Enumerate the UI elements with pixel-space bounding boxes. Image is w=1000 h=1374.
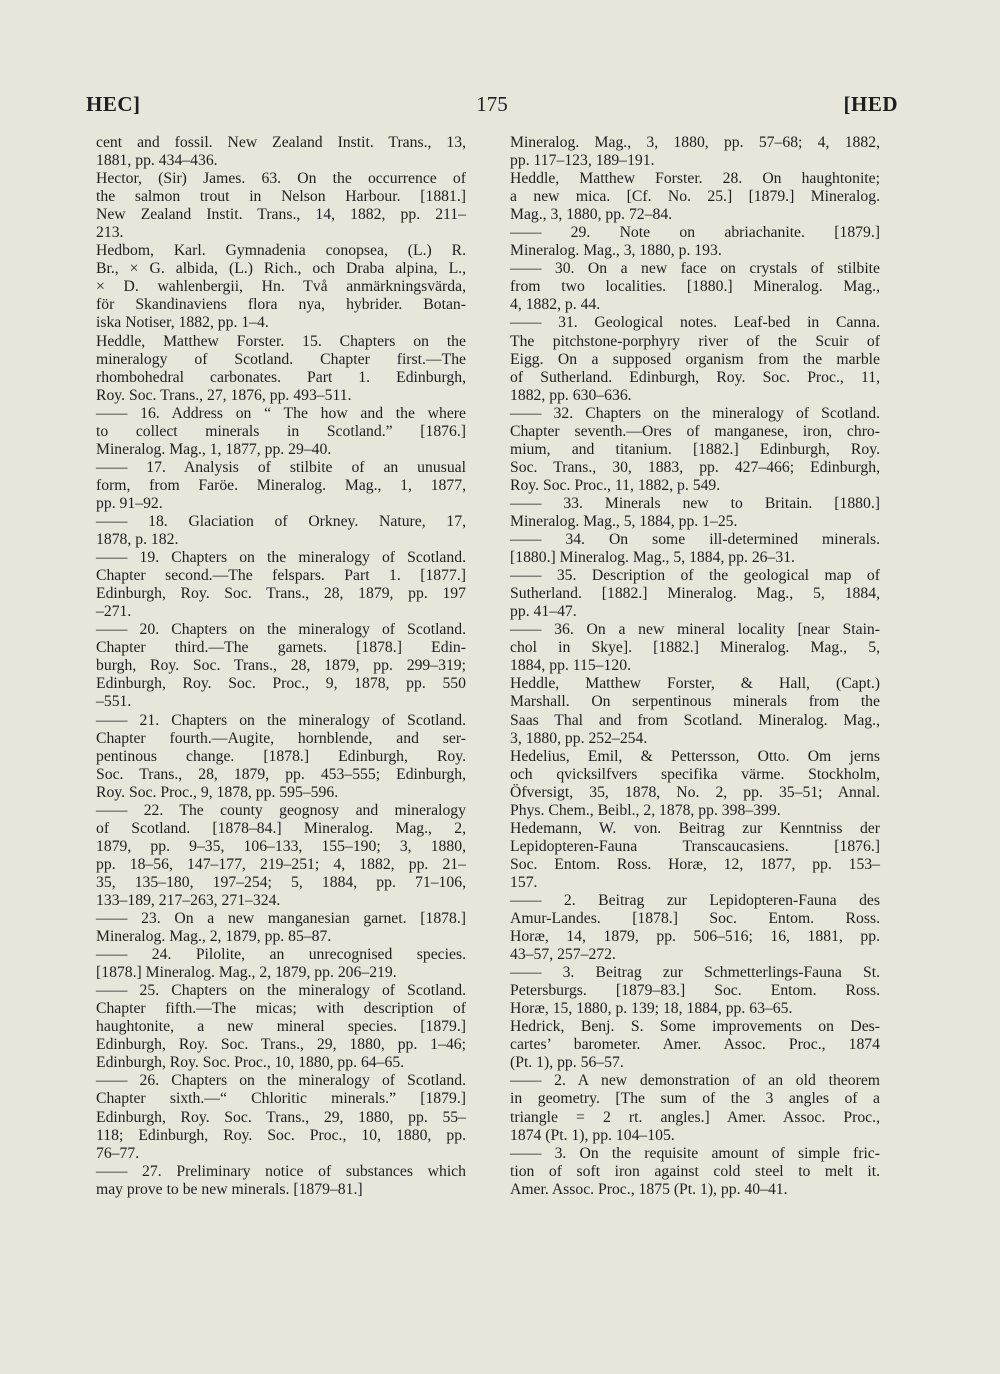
entry-line: pp. 91–92.	[96, 494, 163, 512]
entry-line: Edinburgh, Roy. Soc. Trans., 29, 1880, pp. 1–46;	[96, 1036, 466, 1054]
entry-line: pp. 117–123, 189–191.	[510, 152, 655, 170]
entry-line: 35, 135–180, 197–254; 5, 1884, pp. 71–106,	[96, 873, 466, 891]
entry-line: Mineralog. Mag., 2, 1879, pp. 85–87.	[96, 928, 332, 946]
entry-line: Sutherland. [1882.] Mineralog. Mag., 5, 1884,	[510, 585, 880, 603]
entry-line: —— 17. Analysis of stilbite of an unusual	[96, 458, 466, 476]
entry-line: burgh, Roy. Soc. Trans., 28, 1879, pp. 299–319;	[96, 657, 466, 675]
entry-line: may prove to be new minerals. [1879–81.]	[96, 1180, 363, 1198]
entry-line: Soc. Trans., 30, 1883, pp. 427–466; Edinburgh,	[510, 458, 880, 476]
entry-line: —— 3. On the requisite amount of simple fric-	[510, 1144, 880, 1162]
entry-line: för Skandinaviens flora nya, hybrider. Botan-	[96, 296, 466, 314]
page-number: 175	[476, 92, 508, 116]
entry-line: 1881, pp. 434–436.	[96, 152, 218, 170]
entry-line: 1874 (Pt. 1), pp. 104–105.	[510, 1126, 675, 1144]
entry-line: (Pt. 1), pp. 56–57.	[510, 1054, 624, 1072]
entry-line: 1882, pp. 630–636.	[510, 386, 632, 404]
entry-line: mium, and titanium. [1882.] Edinburgh, Roy.	[510, 440, 880, 458]
bibliography-entry	[510, 531, 880, 567]
entry-line: Chapter fifth.—The micas; with description of	[96, 1000, 466, 1018]
entry-line: Chapter seventh.—Ores of manganese, iron, chro-	[510, 422, 880, 440]
bibliography-entry	[96, 242, 466, 332]
entry-line: in geometry. [The sum of the 3 angles of a	[510, 1090, 880, 1108]
entry-line: Mineralog. Mag., 5, 1884, pp. 1–25.	[510, 512, 738, 530]
bibliography-entry	[510, 260, 880, 314]
bibliography-entry	[510, 1018, 880, 1072]
entry-line: Roy. Soc. Proc., 9, 1878, pp. 595–596.	[96, 783, 339, 801]
entry-line: Öfversigt, 35, 1878, No. 2, pp. 35–51; Annal.	[510, 783, 880, 801]
entry-line: Heddle, Matthew Forster. 15. Chapters on the	[96, 332, 466, 350]
entry-line: Heddle, Matthew Forster. 28. On haughtonite;	[510, 170, 880, 188]
entry-line: —— 25. Chapters on the mineralogy of Scotland.	[96, 982, 466, 1000]
entry-line: × D. wahlenbergii, Hn. Två anmärkningsvärda,	[96, 278, 466, 296]
bibliography-entry	[510, 170, 880, 224]
entry-line: Soc. Trans., 28, 1879, pp. 453–555; Edinburgh,	[96, 765, 466, 783]
entry-line: rhombohedral carbonates. Part 1. Edinburgh,	[96, 368, 466, 386]
bibliography-entry	[510, 675, 880, 747]
entry-line: tion of soft iron against cold steel to melt it.	[510, 1162, 880, 1180]
entry-line: —— 18. Glaciation of Orkney. Nature, 17,	[96, 512, 466, 530]
entry-line: iska Notiser, 1882, pp. 1–4.	[96, 314, 269, 332]
entry-line: Lepidopteren-Fauna Transcaucasiens. [1876.]	[510, 837, 880, 855]
bibliography-entry	[96, 712, 466, 802]
entry-line: 4, 1882, p. 44.	[510, 296, 601, 314]
entry-line: Mineralog. Mag., 1, 1877, pp. 29–40.	[96, 440, 332, 458]
bibliography-entry	[510, 134, 880, 170]
entry-line: —— 30. On a new face on crystals of stilbite	[510, 260, 880, 278]
bibliography-entry	[96, 405, 466, 459]
entry-line: 3, 1880, pp. 252–254.	[510, 729, 648, 747]
entry-line: —— 22. The county geognosy and mineralogy	[96, 801, 466, 819]
entry-line: Saas Thal and from Scotland. Mineralog. Mag.,	[510, 711, 880, 729]
entry-line: chol in Skye]. [1882.] Mineralog. Mag., 5,	[510, 639, 880, 657]
bibliography-entry	[510, 567, 880, 621]
bibliography-entry	[510, 1145, 880, 1199]
entry-line: 213.	[96, 224, 124, 242]
entry-line: —— 24. Pilolite, an unrecognised species.	[96, 946, 466, 964]
entry-line: Petersburgs. [1879–83.] Soc. Entom. Ross.	[510, 982, 880, 1000]
entry-line: The pitchstone-porphyry river of the Scuir of	[510, 332, 880, 350]
bibliography-entry	[96, 513, 466, 549]
entry-line: Phys. Chem., Beibl., 2, 1878, pp. 398–399.	[510, 801, 781, 819]
entry-line: Edinburgh, Roy. Soc. Trans., 29, 1880, pp. 55–	[96, 1108, 466, 1126]
bibliography-entry	[510, 1072, 880, 1144]
bibliography-entry	[510, 314, 880, 404]
entry-line: Chapter fourth.—Augite, hornblende, and ser-	[96, 729, 466, 747]
entry-line: [1880.] Mineralog. Mag., 5, 1884, pp. 26–31.	[510, 549, 795, 567]
entry-line: —— 2. A new demonstration of an old theorem	[510, 1072, 880, 1090]
bibliography-entry	[96, 170, 466, 242]
entry-line: Roy. Soc. Trans., 27, 1876, pp. 493–511.	[96, 386, 352, 404]
bibliography-entry	[96, 459, 466, 513]
bibliography-entry	[96, 982, 466, 1072]
entry-line: 1879, pp. 9–35, 106–133, 155–190; 3, 1880,	[96, 837, 466, 855]
bibliography-entry	[510, 405, 880, 495]
entry-line: Chapter second.—The felspars. Part 1. [1877.]	[96, 567, 466, 585]
entry-line: Horæ, 14, 1879, pp. 506–516; 16, 1881, pp.	[510, 928, 880, 946]
entry-line: —— 27. Preliminary notice of substances which	[96, 1162, 466, 1180]
bibliography-entry	[96, 1163, 466, 1199]
entry-line: Heddle, Matthew Forster, & Hall, (Capt.)	[510, 675, 880, 693]
entry-line: of Scotland. [1878–84.] Mineralog. Mag., 2,	[96, 819, 466, 837]
entry-line: the salmon trout in Nelson Harbour. [1881.]	[96, 188, 466, 206]
entry-line: —— 16. Address on “ The how and the where	[96, 404, 466, 422]
entry-line: Hedbom, Karl. Gymnadenia conopsea, (L.) R.	[96, 242, 466, 260]
entry-line: of Sutherland. Edinburgh, Roy. Soc. Proc., 11,	[510, 368, 880, 386]
entry-line: from two localities. [1880.] Mineralog. Mag.,	[510, 278, 880, 296]
bibliography-entry	[96, 333, 466, 405]
entry-line: pp. 41–47.	[510, 603, 577, 621]
bibliography-entry	[510, 748, 880, 820]
entry-line: —— 31. Geological notes. Leaf-bed in Canna.	[510, 314, 880, 332]
entry-line: form, from Faröe. Mineralog. Mag., 1, 1877,	[96, 476, 466, 494]
bibliography-entry	[510, 820, 880, 892]
entry-line: —— 20. Chapters on the mineralogy of Scotland.	[96, 621, 466, 639]
bibliography-entry	[96, 802, 466, 910]
entry-line: Mineralog. Mag., 3, 1880, p. 193.	[510, 242, 722, 260]
entry-line: Amer. Assoc. Proc., 1875 (Pt. 1), pp. 40–41.	[510, 1180, 788, 1198]
entry-line: —— 35. Description of the geological map of	[510, 567, 880, 585]
entry-line: —— 32. Chapters on the mineralogy of Scotland.	[510, 404, 880, 422]
entry-line: Soc. Entom. Ross. Horæ, 12, 1877, pp. 153–	[510, 855, 880, 873]
entry-line: triangle = 2 rt. angles.] Amer. Assoc. Proc.,	[510, 1108, 880, 1126]
bibliography-entry	[510, 621, 880, 675]
entry-line: Hedemann, W. von. Beitrag zur Kenntniss der	[510, 819, 880, 837]
entry-line: 118; Edinburgh, Roy. Soc. Proc., 10, 1880, pp.	[96, 1126, 466, 1144]
entry-line: haughtonite, a new mineral species. [1879.]	[96, 1018, 466, 1036]
bibliography-entry	[96, 621, 466, 711]
entry-line: [1878.] Mineralog. Mag., 2, 1879, pp. 206–219.	[96, 964, 397, 982]
right-column	[510, 134, 880, 1199]
entry-line: Hedrick, Benj. S. Some improvements on Des-	[510, 1018, 880, 1036]
entry-line: Hedelius, Emil, & Pettersson, Otto. Om jerns	[510, 747, 880, 765]
entry-line: —— 21. Chapters on the mineralogy of Scotland.	[96, 711, 466, 729]
entry-line: New Zealand Instit. Trans., 14, 1882, pp. 211–	[96, 206, 466, 224]
entry-line: Edinburgh, Roy. Soc. Proc., 10, 1880, pp. 64–65.	[96, 1054, 405, 1072]
entry-line: 133–189, 217–263, 271–324.	[96, 891, 281, 909]
bibliography-entry	[510, 495, 880, 531]
entry-line: –271.	[96, 603, 132, 621]
entry-line: Br., × G. albida, (L.) Rich., och Draba alpina, L.,	[96, 260, 466, 278]
entry-line: och qvicksilfvers specifika värme. Stockholm,	[510, 765, 880, 783]
entry-line: —— 2. Beitrag zur Lepidopteren-Fauna des	[510, 891, 880, 909]
entry-line: Amur-Landes. [1878.] Soc. Entom. Ross.	[510, 910, 880, 928]
entry-line: cent and fossil. New Zealand Instit. Trans., 13,	[96, 134, 466, 151]
entry-line: 1884, pp. 115–120.	[510, 657, 631, 675]
entry-line: —— 36. On a new mineral locality [near Stain-	[510, 621, 880, 639]
bibliography-entry	[96, 549, 466, 621]
entry-line: cartes’ barometer. Amer. Assoc. Proc., 1874	[510, 1036, 880, 1054]
entry-line: —— 34. On some ill-determined minerals.	[510, 531, 880, 549]
entry-line: 43–57, 257–272.	[510, 946, 616, 964]
entry-line: pp. 18–56, 147–177, 219–251; 4, 1882, pp. 21–	[96, 855, 466, 873]
entry-line: Mag., 3, 1880, pp. 72–84.	[510, 206, 673, 224]
bibliography-entry	[510, 892, 880, 964]
header-right-guide: [HED	[843, 92, 898, 116]
entry-line: 157.	[510, 873, 538, 891]
entry-line: 76–77.	[96, 1144, 140, 1162]
entry-line: Edinburgh, Roy. Soc. Proc., 9, 1878, pp. 550	[96, 675, 466, 693]
entry-line: Chapter third.—The garnets. [1878.] Edin-	[96, 639, 466, 657]
bibliography-entry	[510, 964, 880, 1018]
entry-line: —— 26. Chapters on the mineralogy of Scotland.	[96, 1072, 466, 1090]
bibliography-entry	[510, 224, 880, 260]
entry-line: Edinburgh, Roy. Soc. Trans., 28, 1879, pp. 197	[96, 585, 466, 603]
left-column	[96, 134, 466, 1199]
bibliography-entry	[96, 1072, 466, 1162]
entry-line: Eigg. On a supposed organism from the marble	[510, 350, 880, 368]
bibliography-entry	[96, 910, 466, 946]
entry-line: 1878, p. 182.	[96, 531, 179, 549]
entry-line: Hector, (Sir) James. 63. On the occurrence of	[96, 170, 466, 188]
bibliography-entry	[96, 946, 466, 982]
entry-line: —— 3. Beitrag zur Schmetterlings-Fauna St.	[510, 964, 880, 982]
entry-line: a new mica. [Cf. No. 25.] [1879.] Mineralog.	[510, 188, 880, 206]
entry-line: Marshall. On serpentinous minerals from the	[510, 693, 880, 711]
entry-line: Chapter sixth.—“ Chloritic minerals.” [1879.]	[96, 1090, 466, 1108]
entry-line: Roy. Soc. Proc., 11, 1882, p. 549.	[510, 476, 721, 494]
page-header	[86, 92, 898, 122]
entry-line: Mineralog. Mag., 3, 1880, pp. 57–68; 4, 1882,	[510, 134, 880, 151]
header-left-guide: HEC]	[86, 92, 141, 116]
entry-line: –551.	[96, 693, 132, 711]
entry-line: —— 33. Minerals new to Britain. [1880.]	[510, 494, 880, 512]
entry-line: mineralogy of Scotland. Chapter first.—The	[96, 350, 466, 368]
entry-line: —— 19. Chapters on the mineralogy of Scotland.	[96, 549, 466, 567]
entry-line: —— 23. On a new manganesian garnet. [1878.]	[96, 910, 466, 928]
entry-line: to collect minerals in Scotland.” [1876.]	[96, 422, 466, 440]
entry-line: —— 29. Note on abriachanite. [1879.]	[510, 224, 880, 242]
entry-line: pentinous change. [1878.] Edinburgh, Roy.	[96, 747, 466, 765]
bibliography-entry	[96, 134, 466, 170]
entry-line: Horæ, 15, 1880, p. 139; 18, 1884, pp. 63–65.	[510, 1000, 793, 1018]
